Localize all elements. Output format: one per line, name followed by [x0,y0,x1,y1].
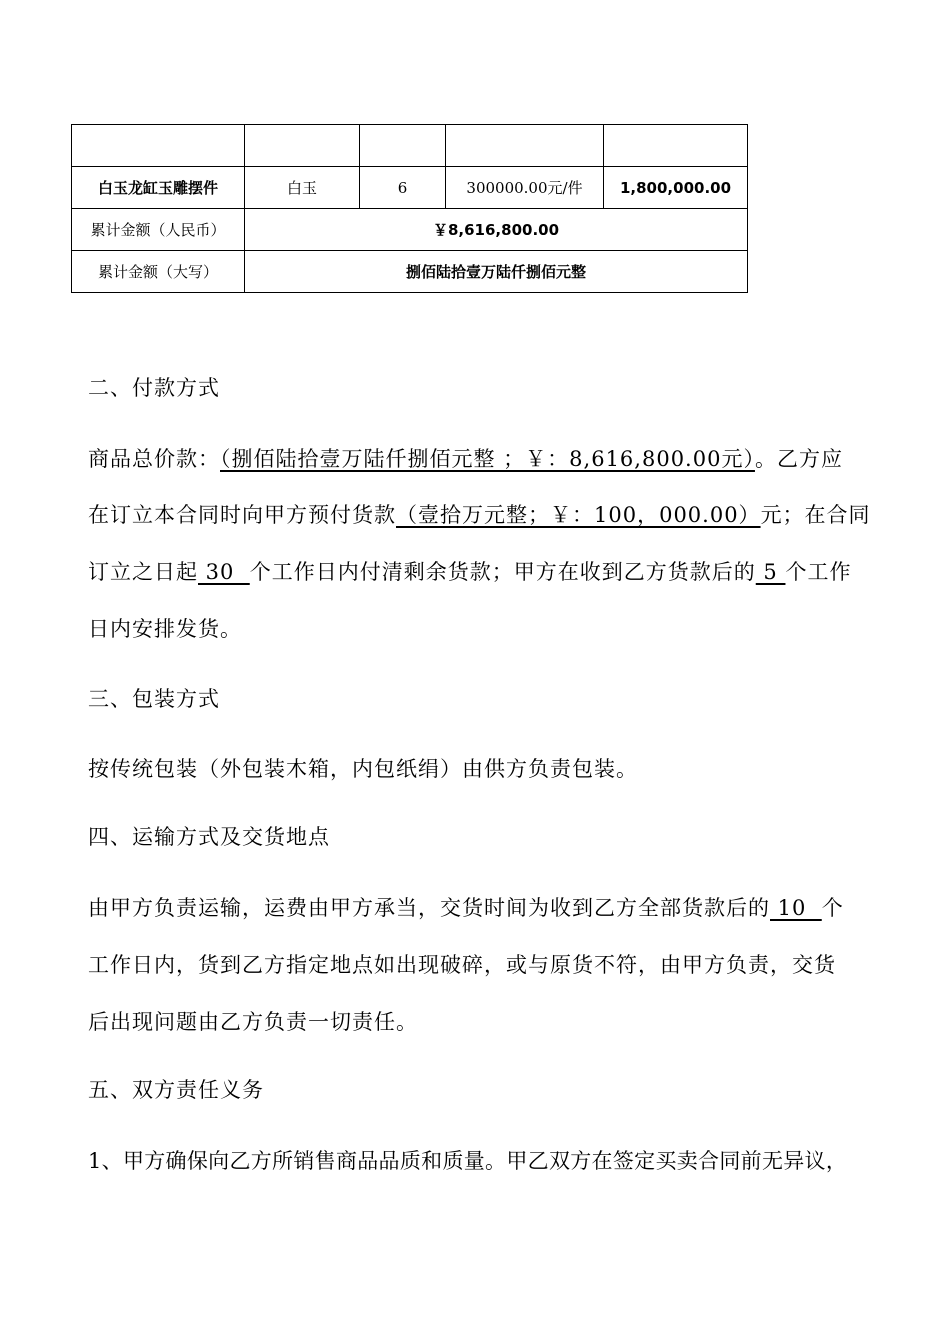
total-words-label: 累计金额（大写） [72,251,245,293]
paragraph-line [88,444,843,474]
text: 在订立本合同时向甲方预付货款 [88,503,396,527]
text: 元；在合同 [760,503,871,527]
goods-table [71,124,748,293]
table-row-empty [72,125,748,167]
table-row-total-rmb [72,209,748,251]
table-cell [604,125,748,167]
table-row-total-words [72,251,748,293]
table-cell [446,125,604,167]
underlined-field: 30 [198,560,250,584]
paragraph-line: 日内安排发货。 [88,617,242,641]
underlined-field: 10 [770,896,822,920]
text: 订立之日起 [88,560,198,584]
paragraph-line [88,500,871,530]
section-heading-payment: 二、付款方式 [88,376,220,400]
item-unit-price: 300000.00元/件 [446,167,604,209]
item-material: 白玉 [245,167,360,209]
text: 个 [821,896,844,920]
paragraph-line [88,557,851,587]
total-rmb-label: 累计金额（人民币） [72,209,245,251]
underlined-field: 5 [755,560,786,584]
table-cell [360,125,446,167]
total-words-value: 捌佰陆拾壹万陆仟捌佰元整 [245,251,748,293]
table-cell [72,125,245,167]
text: 。乙方应 [754,447,843,471]
section-heading-transport: 四、运输方式及交货地点 [88,825,330,849]
total-rmb-value: ￥8,616,800.00 [245,209,748,251]
section-heading-obligations: 五、双方责任义务 [88,1078,264,1102]
text: 商品总价款： [88,447,220,471]
item-amount: 1,800,000.00 [604,167,748,209]
underlined-field: （壹拾万元整；￥：100，000.00） [396,503,761,527]
table-row-item [72,167,748,209]
paragraph-line: 工作日内，货到乙方指定地点如出现破碎，或与原货不符，由甲方负责，交货 [88,953,836,977]
paragraph-line: 1、甲方确保向乙方所销售商品品质和质量。甲乙双方在签定买卖合同前无异议， [88,1149,848,1173]
paragraph-line: 后出现问题由乙方负责一切责任。 [88,1010,418,1034]
table-cell [245,125,360,167]
text: 由甲方负责运输，运费由甲方承当，交货时间为收到乙方全部货款后的 [88,896,770,920]
text: 个工作日内付清剩余货款；甲方在收到乙方货款后的 [249,560,756,584]
paragraph-line [88,893,844,923]
paragraph-line: 按传统包装（外包装木箱，内包纸绢）由供方负责包装。 [88,757,638,781]
text: 个工作 [785,560,852,584]
item-name: 白玉龙缸玉雕摆件 [72,167,245,209]
section-heading-packaging: 三、包装方式 [88,687,220,711]
underlined-field: （捌佰陆拾壹万陆仟捌佰元整 ；￥：8,616,800.00元） [220,447,755,471]
item-quantity: 6 [360,167,446,209]
